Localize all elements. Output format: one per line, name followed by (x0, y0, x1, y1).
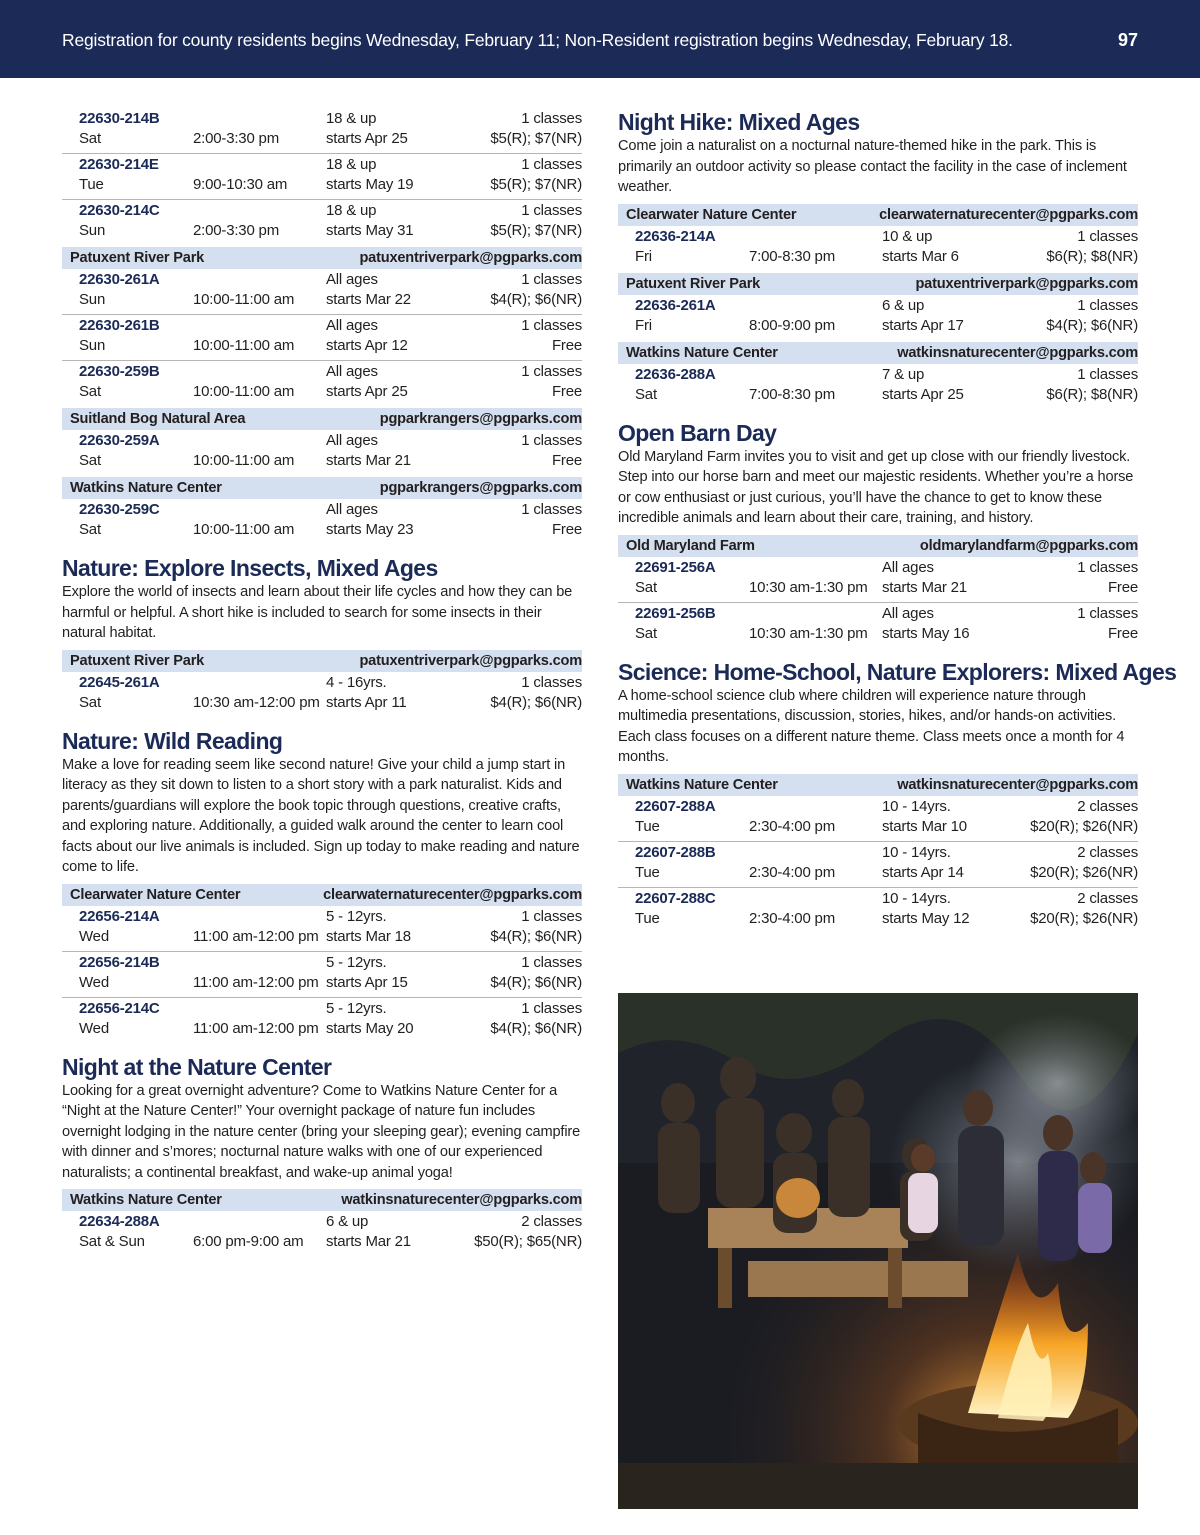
section-title: Night at the Nature Center (62, 1053, 332, 1080)
class-code: 22607-288A (635, 797, 716, 815)
section-title: Nature: Explore Insects, Mixed Ages (62, 555, 438, 581)
class-fee: Free (1107, 624, 1138, 642)
class-fee: $4(R); $6(NR) (1046, 316, 1138, 334)
class-count: 1 classes (521, 999, 582, 1017)
location-name: Watkins Nature Center (626, 776, 778, 793)
class-row (62, 108, 582, 154)
class-age: 10 - 14yrs. (882, 797, 951, 815)
class-age: 10 - 14yrs. (882, 843, 951, 861)
location-email[interactable]: clearwaternaturecenter@pgparks.com (879, 206, 1138, 223)
program-section (618, 108, 1138, 409)
class-count: 1 classes (521, 156, 582, 173)
class-day: Wed (79, 1019, 109, 1037)
class-age: All ages (882, 604, 934, 622)
location-email[interactable]: patuxentriverpark@pgparks.com (915, 275, 1138, 292)
class-start-date: starts May 23 (326, 521, 414, 538)
class-count: 1 classes (521, 271, 582, 288)
class-count: 1 classes (1077, 558, 1138, 576)
location-bar (62, 1189, 582, 1211)
location-name: Patuxent River Park (70, 250, 205, 266)
class-day: Wed (79, 927, 109, 945)
location-bar (618, 535, 1138, 557)
class-time: 10:00-11:00 am (193, 337, 295, 354)
class-row (62, 1211, 582, 1256)
class-age: 5 - 12yrs. (326, 907, 387, 925)
class-time: 2:30-4:00 pm (749, 909, 835, 927)
class-row (62, 672, 582, 717)
class-count: 1 classes (521, 432, 582, 449)
location-bar (618, 273, 1138, 295)
class-day: Sat (79, 521, 101, 538)
location-name: Clearwater Nature Center (626, 206, 797, 223)
class-time: 7:00-8:30 pm (749, 247, 835, 265)
location-bar (62, 650, 582, 672)
class-row (62, 361, 582, 406)
class-count: 1 classes (1077, 604, 1138, 622)
class-day: Wed (79, 973, 109, 991)
program-section (62, 1053, 582, 1257)
class-code: 22634-288A (79, 1213, 160, 1230)
location-bar (62, 884, 582, 906)
class-day: Sat (79, 452, 101, 469)
class-time: 11:00 am-12:00 pm (193, 1019, 319, 1037)
class-code: 22630-259C (79, 501, 160, 518)
section-title: Open Barn Day (618, 419, 777, 446)
class-time: 8:00-9:00 pm (749, 316, 835, 334)
location-email[interactable]: watkinsnaturecenter@pgparks.com (897, 776, 1138, 793)
class-day: Sat (79, 130, 101, 147)
program-section (62, 554, 582, 717)
class-age: 4 - 16yrs. (326, 673, 387, 691)
class-start-date: starts Mar 10 (882, 817, 967, 835)
class-day: Sat & Sun (79, 1233, 145, 1250)
class-age: All ages (326, 501, 378, 518)
class-time: 7:00-8:30 pm (749, 385, 835, 403)
class-count: 1 classes (521, 907, 582, 925)
class-fee: $50(R); $65(NR) (474, 1233, 582, 1250)
page-number: 97 (1117, 30, 1138, 50)
class-time: 10:00-11:00 am (193, 452, 295, 469)
class-code: 22630-261A (79, 271, 160, 288)
class-time: 9:00-10:30 am (193, 176, 288, 193)
class-count: 1 classes (1077, 227, 1138, 245)
location-email[interactable]: clearwaternaturecenter@pgparks.com (323, 886, 582, 903)
class-start-date: starts Apr 17 (882, 316, 964, 334)
class-fee: $4(R); $6(NR) (490, 927, 582, 945)
class-row (62, 200, 582, 245)
class-row (62, 499, 582, 544)
class-fee: Free (551, 521, 582, 538)
class-start-date: starts May 20 (326, 1019, 414, 1037)
class-start-date: starts May 12 (882, 909, 970, 927)
location-bar (62, 408, 582, 430)
section-description: Old Maryland Farm invites you to visit and get up close with our friendly livestock. Step into our horse barn and meet our majestic residents. Whether you’re a horse or cow enthusiast or just curious, you’ll have the chance to get to know these incredible animals and learn about their care, training, and history. (618, 448, 1134, 526)
class-start-date: starts Apr 15 (326, 973, 408, 991)
class-count: 1 classes (521, 317, 582, 334)
class-count: 2 classes (1077, 797, 1138, 815)
class-row (618, 888, 1138, 933)
class-start-date: starts Apr 25 (326, 383, 408, 400)
class-time: 6:00 pm-9:00 am (193, 1233, 304, 1250)
class-code: 22630-214E (79, 156, 159, 173)
class-fee: $4(R); $6(NR) (490, 973, 582, 991)
program-section (618, 419, 1138, 648)
class-code: 22630-261B (79, 317, 160, 334)
class-day: Fri (635, 247, 652, 265)
class-code: 22656-214C (79, 999, 160, 1017)
registration-notice: Registration for county residents begins Wednesday, February 11; Non-Resident registration begins Wednesday, February 18. (62, 30, 1013, 50)
class-code: 22607-288C (635, 889, 716, 907)
class-row (618, 603, 1138, 648)
class-age: All ages (326, 363, 378, 380)
section-description: A home-school science club where children will experience nature through multimedia presentations, discussion, stories, hikes, and/or hands-on activities. Each class focuses on a different nature theme. Class meets once a month for 4 months. (618, 687, 1125, 765)
class-count: 1 classes (521, 953, 582, 971)
class-time: 2:30-4:00 pm (749, 863, 835, 881)
class-row (618, 364, 1138, 409)
class-time: 11:00 am-12:00 pm (193, 927, 319, 945)
class-code: 22636-288A (635, 365, 716, 383)
continued-class-list (62, 108, 582, 544)
class-age: 10 & up (882, 227, 933, 245)
location-email[interactable]: watkinsnaturecenter@pgparks.com (897, 344, 1138, 361)
left-column (62, 108, 582, 1266)
class-age: 7 & up (882, 365, 925, 383)
class-code: 22607-288B (635, 843, 716, 861)
class-start-date: starts Apr 11 (326, 693, 407, 711)
class-fee: $20(R); $26(NR) (1030, 817, 1138, 835)
class-row (62, 154, 582, 200)
class-fee: Free (551, 337, 582, 354)
class-time: 2:00-3:30 pm (193, 130, 279, 147)
class-start-date: starts Mar 18 (326, 927, 411, 945)
class-start-date: starts Mar 6 (882, 247, 959, 265)
class-fee: $20(R); $26(NR) (1030, 863, 1138, 881)
program-section (62, 727, 582, 1043)
class-row (618, 842, 1138, 888)
location-email[interactable]: watkinsnaturecenter@pgparks.com (341, 1192, 582, 1208)
class-day: Sat (635, 624, 657, 642)
class-fee: Free (551, 383, 582, 400)
class-row (618, 796, 1138, 842)
class-day: Tue (635, 817, 660, 835)
location-email[interactable]: patuxentriverpark@pgparks.com (359, 652, 582, 669)
class-time: 10:30 am-12:00 pm (193, 693, 320, 711)
class-row (62, 906, 582, 952)
section-description: Looking for a great overnight adventure? Come to Watkins Nature Center for a “Night at the Nature Center!” Your overnight package of nature fun includes overnight lodging in the nature center (bring your sleeping gear); evening campfire with dinner and s’mores; nocturnal nature walks with one of our experienced naturalists; a continental breakfast, and wake-up animal yoga! (62, 1082, 581, 1181)
class-day: Sun (79, 222, 106, 239)
class-day: Tue (635, 909, 660, 927)
class-code: 22656-214A (79, 907, 160, 925)
class-code: 22691-256B (635, 604, 716, 622)
class-fee: $20(R); $26(NR) (1030, 909, 1138, 927)
class-age: 18 & up (326, 202, 377, 219)
class-start-date: starts Apr 25 (326, 130, 408, 147)
class-day: Sat (79, 693, 101, 711)
location-email[interactable]: pgparkrangers@pgparks.com (379, 411, 582, 427)
class-age: 5 - 12yrs. (326, 953, 387, 971)
class-age: All ages (882, 558, 934, 576)
class-start-date: starts May 31 (326, 222, 414, 239)
class-start-date: starts Apr 25 (882, 385, 964, 403)
class-row (62, 952, 582, 998)
class-count: 1 classes (521, 363, 582, 380)
class-fee: $4(R); $6(NR) (490, 291, 582, 308)
class-count: 1 classes (1077, 365, 1138, 383)
program-section (618, 658, 1177, 933)
location-bar (62, 247, 582, 269)
location-name: Watkins Nature Center (626, 344, 778, 361)
class-fee: $5(R); $7(NR) (490, 222, 582, 239)
class-age: All ages (326, 317, 378, 334)
section-description: Explore the world of insects and learn about their life cycles and how they can be harmful or helpful. A short hike is included to search for some insects in their natural habitat. (62, 584, 573, 641)
class-time: 10:30 am-1:30 pm (749, 578, 868, 596)
location-email[interactable]: patuxentriverpark@pgparks.com (359, 250, 582, 266)
class-code: 22630-214B (79, 110, 160, 127)
class-count: 2 classes (521, 1213, 582, 1230)
class-day: Sat (635, 385, 657, 403)
class-age: 6 & up (326, 1213, 369, 1230)
location-name: Watkins Nature Center (70, 480, 222, 496)
class-age: All ages (326, 271, 378, 288)
location-bar (618, 774, 1138, 796)
class-fee: $5(R); $7(NR) (490, 176, 582, 193)
class-count: 1 classes (521, 202, 582, 219)
class-code: 22630-214C (79, 202, 160, 219)
class-count: 2 classes (1077, 843, 1138, 861)
class-code: 22630-259A (79, 432, 160, 449)
section-title: Science: Home-School, Nature Explorers: Mixed Ages (618, 658, 1177, 685)
class-code: 22630-259B (79, 363, 160, 380)
class-age: 10 - 14yrs. (882, 889, 951, 907)
class-time: 2:30-4:00 pm (749, 817, 835, 835)
class-fee: $6(R); $8(NR) (1046, 385, 1138, 403)
location-email[interactable]: oldmarylandfarm@pgparks.com (919, 537, 1138, 554)
class-count: 2 classes (1077, 889, 1138, 907)
class-time: 10:00-11:00 am (193, 521, 295, 538)
class-day: Sun (79, 337, 106, 354)
class-age: 18 & up (326, 110, 377, 127)
class-time: 10:00-11:00 am (193, 291, 295, 308)
class-age: 6 & up (882, 296, 925, 314)
location-bar (618, 204, 1138, 226)
class-start-date: starts Mar 21 (882, 578, 967, 596)
class-start-date: starts Apr 14 (882, 863, 964, 881)
class-count: 1 classes (521, 110, 582, 127)
class-count: 1 classes (1077, 296, 1138, 314)
campfire-photo (618, 993, 1138, 1509)
class-day: Sat (79, 383, 101, 400)
class-start-date: starts Mar 21 (326, 452, 411, 469)
class-time: 10:30 am-1:30 pm (749, 624, 868, 642)
location-name: Watkins Nature Center (70, 1192, 222, 1208)
class-code: 22656-214B (79, 953, 160, 971)
class-code: 22636-261A (635, 296, 716, 314)
class-start-date: starts Mar 21 (326, 1233, 411, 1250)
class-fee: $4(R); $6(NR) (490, 693, 582, 711)
class-time: 2:00-3:30 pm (193, 222, 279, 239)
class-day: Sat (635, 578, 657, 596)
location-name: Suitland Bog Natural Area (70, 411, 246, 427)
class-row (618, 295, 1138, 340)
class-row (62, 998, 582, 1043)
section-title: Night Hike: Mixed Ages (618, 109, 860, 135)
class-day: Tue (635, 863, 660, 881)
class-count: 1 classes (521, 501, 582, 518)
class-code: 22645-261A (79, 673, 160, 691)
class-start-date: starts Apr 12 (326, 337, 408, 354)
class-start-date: starts Mar 22 (326, 291, 411, 308)
location-name: Clearwater Nature Center (70, 886, 241, 903)
section-title: Nature: Wild Reading (62, 727, 283, 754)
class-code: 22691-256A (635, 558, 716, 576)
location-name: Patuxent River Park (70, 652, 205, 669)
class-row (618, 226, 1138, 271)
location-bar (618, 342, 1138, 364)
class-row (62, 430, 582, 475)
class-age: All ages (326, 432, 378, 449)
class-start-date: starts May 19 (326, 176, 414, 193)
page-header-banner (0, 0, 1200, 78)
class-row (62, 269, 582, 315)
class-fee: $5(R); $7(NR) (490, 130, 582, 147)
class-row (62, 315, 582, 361)
class-code: 22636-214A (635, 227, 716, 245)
class-fee: Free (1107, 578, 1138, 596)
location-name: Old Maryland Farm (626, 537, 755, 554)
class-fee: $4(R); $6(NR) (490, 1019, 582, 1037)
class-day: Tue (79, 176, 104, 193)
location-name: Patuxent River Park (626, 275, 761, 292)
section-description: Make a love for reading seem like second nature! Give your child a jump start in literacy as they sit down to listen to a short story with a park naturalist. Kids and parents/guardians will explore the book topic through questions, creative crafts, and exploring nature. Additionally, a guided walk around the center to learn cool facts about our live animals is included. Sign up today to make reading and nature come to life. (62, 756, 580, 875)
location-bar (62, 477, 582, 499)
section-description: Come join a naturalist on a nocturnal nature-themed hike in the park. This is primarily an outdoor activity so please contact the facility in the case of inclement weather. (618, 138, 1127, 195)
class-age: 5 - 12yrs. (326, 999, 387, 1017)
class-fee: Free (551, 452, 582, 469)
class-day: Sun (79, 291, 106, 308)
right-column (618, 108, 1177, 943)
class-age: 18 & up (326, 156, 377, 173)
location-email[interactable]: pgparkrangers@pgparks.com (379, 480, 582, 496)
class-day: Fri (635, 316, 652, 334)
class-row (618, 557, 1138, 603)
class-count: 1 classes (521, 673, 582, 691)
class-start-date: starts May 16 (882, 624, 970, 642)
class-time: 10:00-11:00 am (193, 383, 295, 400)
class-time: 11:00 am-12:00 pm (193, 973, 319, 991)
class-fee: $6(R); $8(NR) (1046, 247, 1138, 265)
